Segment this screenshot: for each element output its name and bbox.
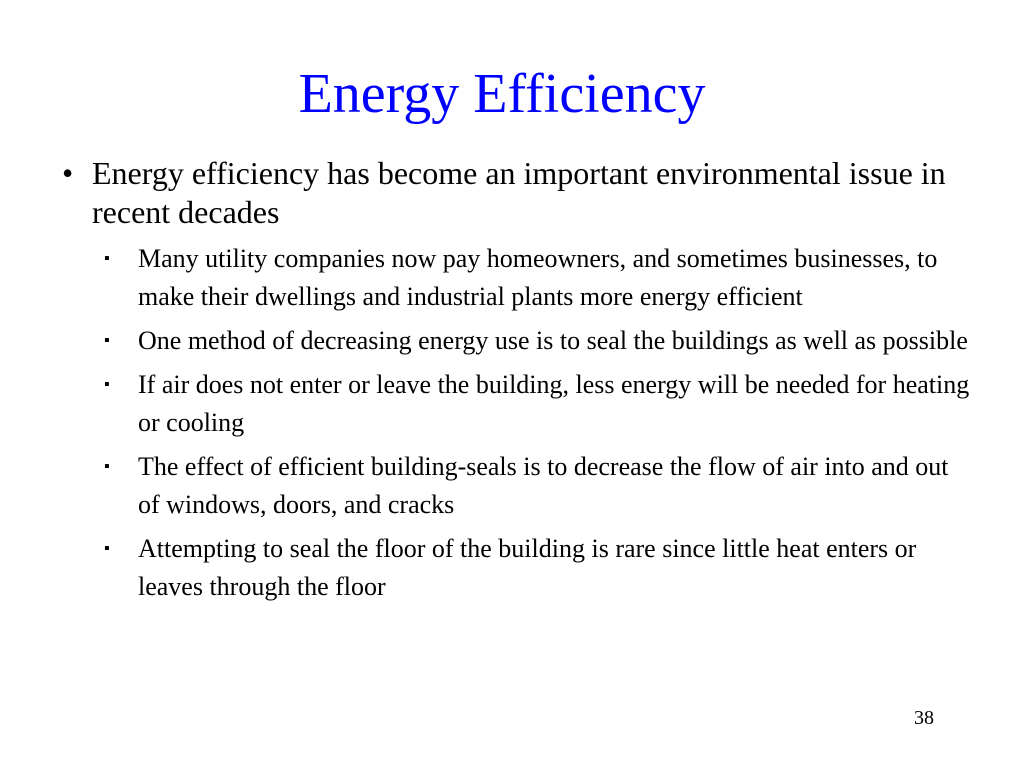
- sub-bullet-text: Attempting to seal the floor of the building is rare since little heat enters or leaves through the floor: [138, 534, 917, 601]
- square-bullet-icon: ▪: [104, 458, 110, 475]
- sub-bullet-text: If air does not enter or leave the building, less energy will be needed for heating or cooling: [138, 370, 970, 437]
- sub-bullet-item: [102, 448, 972, 524]
- sub-bullet-text: The effect of efficient building-seals is to decrease the flow of air into and out of windows, doors, and cracks: [138, 452, 949, 519]
- bullet-icon: •: [62, 155, 74, 191]
- slide-title: Energy Efficiency: [298, 63, 706, 125]
- square-bullet-icon: ▪: [104, 250, 110, 267]
- sub-bullet-text: One method of decreasing energy use is to seal the buildings as well as possible: [138, 326, 968, 355]
- main-bullet-text: Energy efficiency has become an important environmental issue in recent decades: [92, 155, 946, 230]
- main-bullet-item: [62, 154, 972, 232]
- sub-bullet-item: [102, 366, 972, 442]
- sub-bullet-list: [102, 240, 972, 606]
- square-bullet-icon: ▪: [104, 332, 110, 349]
- sub-bullet-item: [102, 322, 972, 360]
- sub-bullet-item: [102, 240, 972, 316]
- slide-content: [62, 154, 972, 612]
- square-bullet-icon: ▪: [104, 540, 110, 557]
- page-number: 38: [914, 707, 934, 729]
- square-bullet-icon: ▪: [104, 376, 110, 393]
- sub-bullet-item: [102, 530, 972, 606]
- sub-bullet-text: Many utility companies now pay homeowners, and sometimes businesses, to make their dwellings and industrial plants more energy efficient: [138, 244, 938, 311]
